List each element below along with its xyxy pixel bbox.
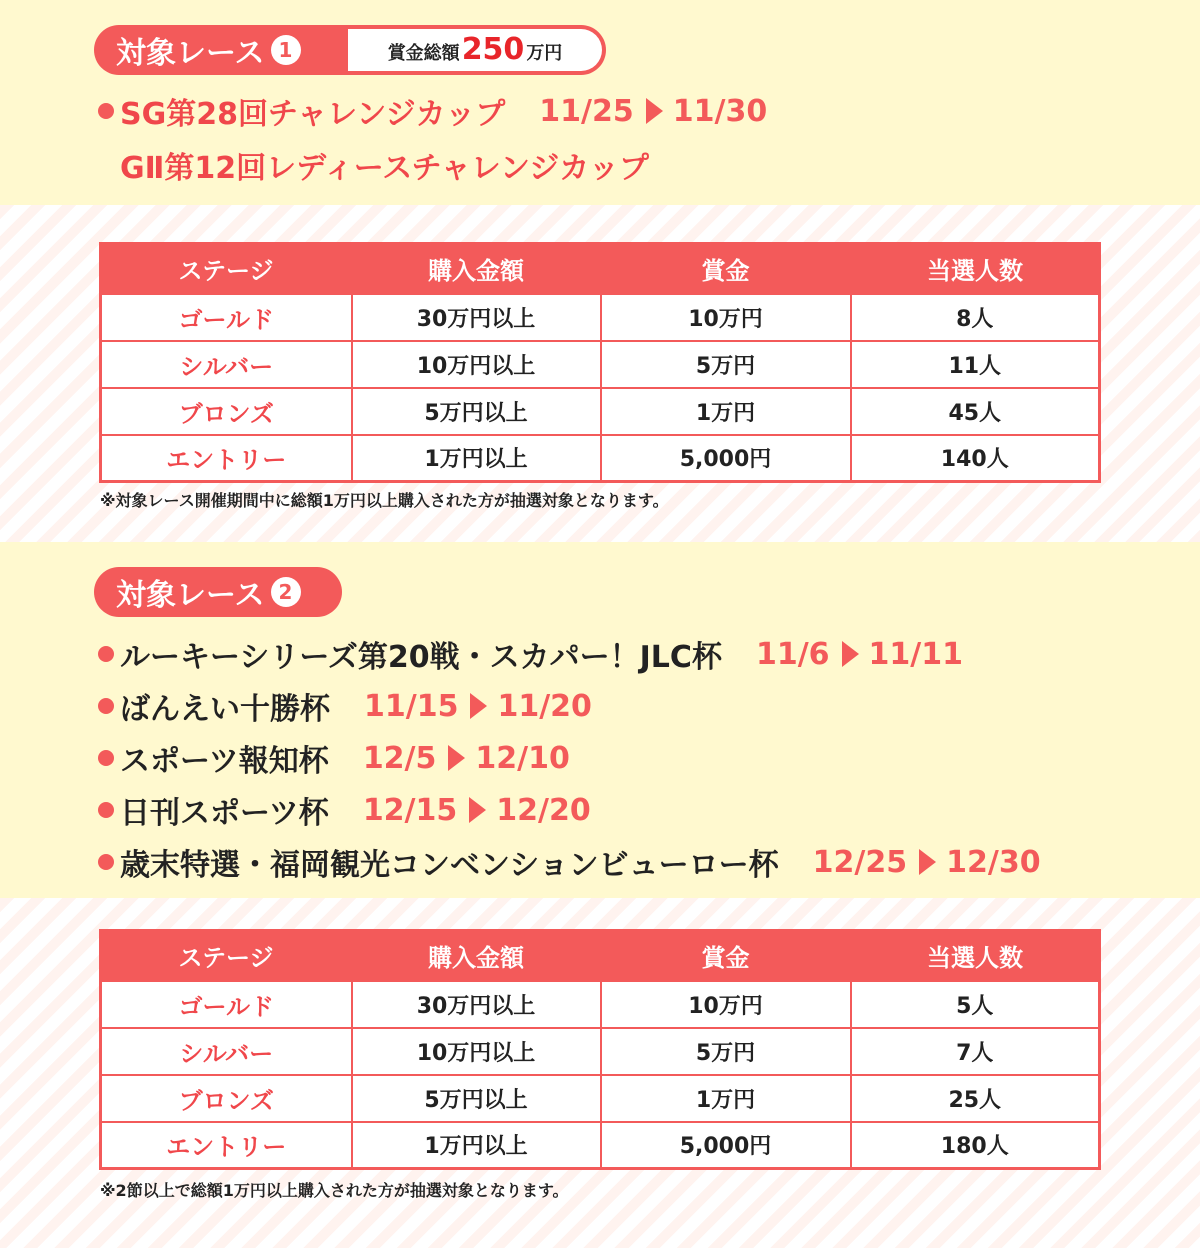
race-name: 日刊スポーツ杯 (120, 796, 329, 831)
table-header-row (101, 931, 1100, 981)
bullet-dot-icon (98, 698, 114, 714)
race-item (98, 89, 767, 133)
arrow-right-icon (448, 745, 465, 771)
purchase-cell: 5万円以上 (352, 388, 601, 435)
stage-cell: エントリー (101, 435, 352, 482)
winners-cell: 7人 (851, 1028, 1100, 1075)
race-start-date: 11/15 (364, 688, 459, 724)
race-end-date: 11/30 (672, 93, 768, 129)
purchase-cell: 30万円以上 (352, 294, 601, 341)
col-header-winners: 当選人数 (851, 931, 1100, 981)
col-header-purchase: 購入金額 (352, 244, 601, 294)
table-row (101, 1122, 1100, 1169)
col-header-prize: 賞金 (601, 244, 851, 294)
section1-prize-total (348, 29, 602, 71)
section2-badge-number: 2 (271, 577, 301, 607)
stage-cell: ブロンズ (101, 1075, 352, 1122)
arrow-right-icon (842, 641, 859, 667)
race-end-date: 12/20 (496, 792, 591, 828)
section1-prize-table (99, 242, 1101, 483)
col-header-prize: 賞金 (601, 931, 851, 981)
race-name: ルーキーシリーズ第20戦・スカパー！JLC杯 (120, 640, 722, 675)
race-name: GⅡ第12回レディースチャレンジカップ (120, 151, 649, 186)
prize-prefix: 賞金総額 (387, 43, 460, 64)
race-start-date: 12/15 (362, 792, 458, 828)
arrow-right-icon (469, 797, 486, 823)
col-header-stage: ステージ (101, 931, 352, 981)
prize-amount: 250 (461, 32, 525, 67)
purchase-cell: 5万円以上 (352, 1075, 601, 1122)
race-name: SG第28回チャレンジカップ (120, 97, 506, 132)
table-row (101, 1075, 1100, 1122)
winners-cell: 180人 (851, 1122, 1100, 1169)
race-item (98, 632, 963, 676)
winners-cell: 25人 (851, 1075, 1100, 1122)
prize-cell: 5万円 (601, 341, 851, 388)
arrow-right-icon (470, 693, 487, 719)
winners-cell: 11人 (851, 341, 1100, 388)
section1-badge-number: 1 (271, 35, 301, 65)
race-name: 歳末特選・福岡観光コンベンションビューロー杯 (120, 848, 779, 883)
race-name: スポーツ報知杯 (120, 744, 329, 779)
section1-badge-label: 対象レース (116, 36, 265, 71)
section2-prize-table (99, 929, 1101, 1170)
purchase-cell: 30万円以上 (352, 981, 601, 1028)
race-item (98, 788, 591, 832)
prize-cell: 5,000円 (601, 1122, 851, 1169)
col-header-purchase: 購入金額 (352, 931, 601, 981)
bullet-dot-icon (98, 802, 114, 818)
race-end-date: 11/20 (497, 688, 592, 724)
prize-cell: 1万円 (601, 388, 851, 435)
table-row (101, 1028, 1100, 1075)
stage-cell: エントリー (101, 1122, 352, 1169)
winners-cell: 45人 (851, 388, 1100, 435)
table-row (101, 341, 1100, 388)
winners-cell: 5人 (851, 981, 1100, 1028)
section1-note: ※対象レース開催期間中に総額1万円以上購入された方が抽選対象となります。 (100, 491, 669, 510)
race-end-date: 12/30 (946, 844, 1041, 880)
section2-note: ※2節以上で総額1万円以上購入された方が抽選対象となります。 (100, 1181, 569, 1200)
stage-cell: シルバー (101, 1028, 352, 1075)
table-row (101, 435, 1100, 482)
stage-cell: ブロンズ (101, 388, 352, 435)
bullet-dot-icon (98, 854, 114, 870)
winners-cell: 140人 (851, 435, 1100, 482)
bullet-dot-icon (98, 103, 114, 119)
race-start-date: 12/25 (812, 844, 908, 880)
table-row (101, 294, 1100, 341)
race-item (120, 143, 649, 187)
prize-cell: 10万円 (601, 294, 851, 341)
stage-cell: ゴールド (101, 981, 352, 1028)
table-header-row (101, 244, 1100, 294)
table-row (101, 981, 1100, 1028)
purchase-cell: 10万円以上 (352, 1028, 601, 1075)
race-start-date: 12/5 (362, 740, 437, 776)
prize-cell: 10万円 (601, 981, 851, 1028)
race-end-date: 12/10 (475, 740, 570, 776)
race-item (98, 684, 592, 728)
purchase-cell: 1万円以上 (352, 1122, 601, 1169)
col-header-winners: 当選人数 (851, 244, 1100, 294)
prize-cell: 1万円 (601, 1075, 851, 1122)
race-end-date: 11/11 (868, 636, 963, 672)
prize-suffix: 万円 (526, 43, 563, 64)
col-header-stage: ステージ (101, 244, 352, 294)
race-name: ばんえい十勝杯 (120, 692, 330, 727)
purchase-cell: 10万円以上 (352, 341, 601, 388)
arrow-right-icon (919, 849, 936, 875)
stage-cell: シルバー (101, 341, 352, 388)
bullet-dot-icon (98, 750, 114, 766)
arrow-right-icon (646, 98, 663, 124)
purchase-cell: 1万円以上 (352, 435, 601, 482)
bullet-dot-icon (98, 646, 114, 662)
race-start-date: 11/25 (539, 93, 634, 129)
winners-cell: 8人 (851, 294, 1100, 341)
race-item (98, 736, 570, 780)
race-item (98, 840, 1041, 884)
section2-badge (94, 567, 342, 617)
section2-badge-label: 対象レース (116, 578, 265, 613)
prize-cell: 5,000円 (601, 435, 851, 482)
stage-cell: ゴールド (101, 294, 352, 341)
race-start-date: 11/6 (755, 636, 830, 672)
table-row (101, 388, 1100, 435)
prize-cell: 5万円 (601, 1028, 851, 1075)
